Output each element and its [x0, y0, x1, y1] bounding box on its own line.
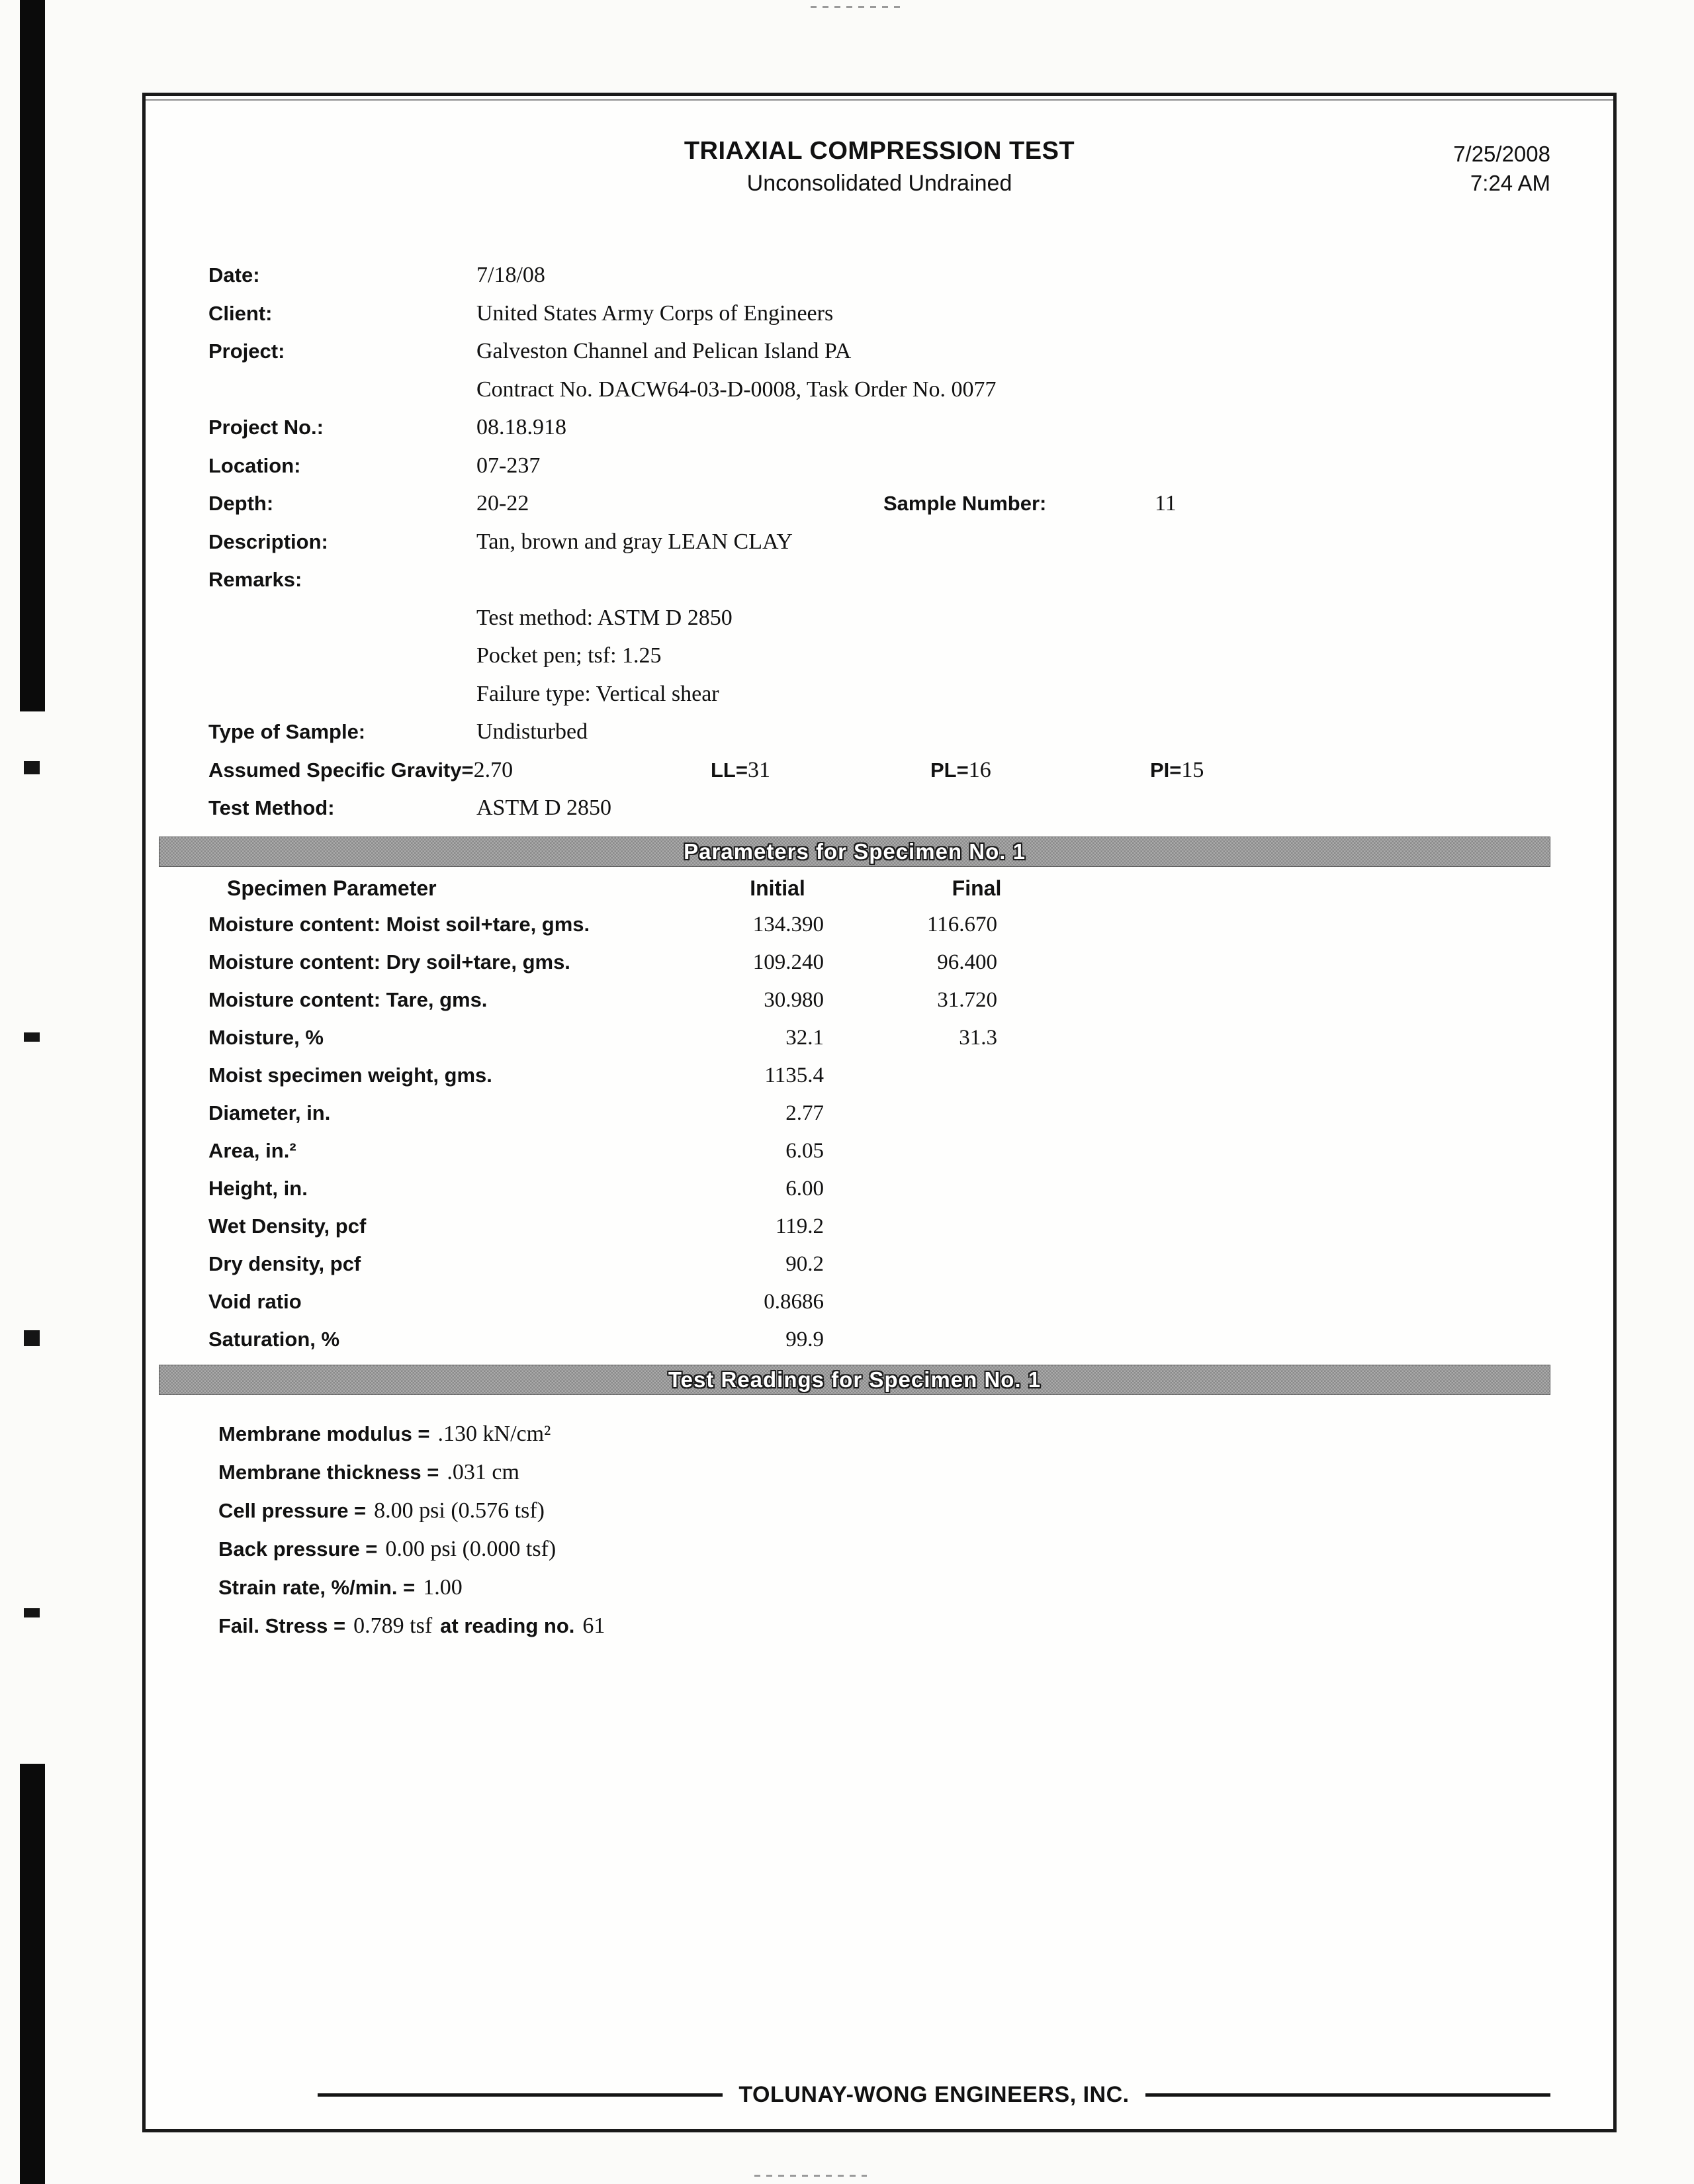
field-extra-value: 11	[1155, 491, 1177, 516]
atterberg-value: 31	[747, 757, 770, 782]
column-header-initial: Initial	[750, 876, 805, 900]
reading-value: 1.00	[423, 1574, 463, 1600]
readings-list	[218, 1415, 1550, 1645]
field-value: Contract No. DACW64-03-D-0008, Task Order No. 0077	[476, 377, 997, 402]
reading-label: Cell pressure =	[218, 1498, 367, 1522]
field-row	[208, 371, 1550, 409]
parameter-row	[208, 1094, 1550, 1132]
field-label: Remarks:	[208, 568, 302, 591]
field-row	[208, 713, 1550, 751]
parameter-initial-value: 109.240	[752, 950, 824, 974]
reading-line	[218, 1607, 1550, 1645]
footer-rule-left	[318, 2093, 723, 2097]
reading-value: 0.789 tsf	[353, 1613, 433, 1638]
field-row	[208, 484, 1550, 523]
parameter-initial-value: 119.2	[775, 1214, 824, 1238]
field-value: Pocket pen; tsf: 1.25	[476, 643, 662, 668]
parameter-row	[208, 981, 1550, 1019]
parameter-row	[208, 943, 1550, 981]
parameter-row	[208, 1207, 1550, 1245]
field-row	[208, 523, 1550, 561]
parameter-final-value: 96.400	[937, 950, 997, 974]
print-date: 7/25/2008	[1453, 142, 1550, 166]
field-label: Location:	[208, 453, 301, 477]
scan-edge-artifact-bottom	[20, 1764, 45, 2184]
print-datetime	[1453, 140, 1550, 198]
scan-edge-artifact	[24, 761, 40, 774]
column-header-final: Final	[952, 876, 1002, 900]
reading-line	[218, 1530, 1550, 1569]
print-time: 7:24 AM	[1470, 171, 1550, 195]
scan-dots-artifact	[754, 2175, 867, 2177]
parameter-name: Moisture, %	[208, 1025, 324, 1049]
parameter-initial-value: 32.1	[785, 1025, 824, 1050]
parameter-row	[208, 1019, 1550, 1056]
field-value: 7/18/08	[476, 263, 545, 287]
report-body	[146, 96, 1613, 2129]
parameter-name: Diameter, in.	[208, 1101, 331, 1124]
parameter-row	[208, 1320, 1550, 1358]
report-footer	[146, 2082, 1613, 2108]
test-method-row	[208, 789, 1550, 827]
report-subtitle: Unconsolidated Undrained	[746, 171, 1012, 196]
atterberg-label: PI=	[1150, 758, 1182, 782]
reading-label: Fail. Stress =	[218, 1614, 346, 1637]
field-value: United States Army Corps of Engineers	[476, 300, 834, 326]
parameters-table	[208, 905, 1550, 1358]
field-label: Type of Sample:	[208, 720, 366, 743]
readings-banner: Test Readings for Specimen No. 1	[159, 1365, 1550, 1395]
parameter-initial-value: 6.05	[785, 1138, 824, 1163]
field-value: Undisturbed	[476, 719, 588, 744]
scan-edge-artifact	[24, 1608, 40, 1617]
parameter-final-value: 116.670	[926, 912, 997, 936]
reading-line	[218, 1492, 1550, 1530]
reading-label: Membrane modulus =	[218, 1422, 430, 1445]
field-value: Tan, brown and gray LEAN CLAY	[476, 529, 793, 554]
atterberg-item	[208, 751, 711, 790]
field-row	[208, 599, 1550, 637]
company-name: TOLUNAY-WONG ENGINEERS, INC.	[738, 2082, 1130, 2107]
atterberg-label: Assumed Specific Gravity=	[208, 758, 474, 782]
field-value: ASTM D 2850	[476, 796, 612, 820]
atterberg-label: PL=	[930, 758, 969, 782]
reading-label: Membrane thickness =	[218, 1460, 439, 1484]
scan-edge-artifact	[24, 1032, 40, 1042]
parameter-row	[208, 905, 1550, 943]
report-header	[208, 137, 1550, 197]
parameter-initial-value: 99.9	[785, 1327, 824, 1351]
field-label: Client:	[208, 301, 273, 325]
parameter-name: Moisture content: Tare, gms.	[208, 987, 488, 1011]
field-row	[208, 295, 1550, 333]
field-value: Galveston Channel and Pelican Island PA	[476, 339, 852, 363]
parameters-table-header	[208, 871, 1550, 905]
parameter-name: Moisture content: Dry soil+tare, gms.	[208, 950, 570, 974]
atterberg-value: 16	[968, 757, 991, 782]
parameter-row	[208, 1056, 1550, 1094]
field-label: Project No.:	[208, 416, 324, 439]
parameter-initial-value: 1135.4	[764, 1063, 824, 1087]
reading-label: Back pressure =	[218, 1537, 378, 1561]
field-label: Depth:	[208, 492, 274, 515]
field-row	[208, 408, 1550, 447]
parameters-banner: Parameters for Specimen No. 1	[159, 837, 1550, 867]
parameter-name: Dry density, pcf	[208, 1251, 361, 1275]
field-value: 20-22	[476, 491, 529, 516]
field-label: Test Method:	[208, 796, 335, 819]
field-extra-label: Sample Number:	[883, 492, 1047, 515]
field-row	[208, 447, 1550, 485]
reading-value: .130 kN/cm²	[437, 1421, 551, 1446]
field-row	[208, 675, 1550, 713]
field-row	[208, 637, 1550, 675]
title-block	[208, 137, 1550, 197]
field-label: Date:	[208, 263, 260, 287]
parameter-name: Moisture content: Moist soil+tare, gms.	[208, 912, 590, 936]
atterberg-limits-row	[208, 751, 1550, 790]
parameter-initial-value: 6.00	[785, 1176, 824, 1201]
reading-label: Strain rate, %/min. =	[218, 1575, 416, 1599]
parameter-initial-value: 90.2	[785, 1251, 824, 1276]
reading-value-2: 61	[582, 1613, 605, 1638]
parameter-row	[208, 1132, 1550, 1169]
scan-edge-artifact	[24, 1330, 40, 1346]
parameter-name: Area, in.²	[208, 1138, 296, 1162]
field-value: 08.18.918	[476, 415, 566, 439]
reading-value: .031 cm	[447, 1459, 519, 1484]
parameter-name: Moist specimen weight, gms.	[208, 1063, 492, 1087]
field-label: Project:	[208, 340, 285, 363]
parameter-name: Wet Density, pcf	[208, 1214, 367, 1238]
atterberg-item	[1150, 751, 1370, 790]
atterberg-value: 2.70	[473, 757, 513, 782]
scan-edge-artifact-top	[20, 0, 45, 711]
report-frame	[142, 93, 1617, 2132]
parameters-section	[208, 837, 1550, 1358]
parameter-initial-value: 30.980	[764, 987, 824, 1012]
field-row	[208, 561, 1550, 599]
parameter-row	[208, 1245, 1550, 1283]
field-value: 07-237	[476, 453, 541, 478]
reading-line	[218, 1569, 1550, 1607]
field-label: Description:	[208, 529, 328, 553]
readings-section	[208, 1365, 1550, 1645]
parameter-name: Height, in.	[208, 1176, 308, 1200]
atterberg-label: LL=	[711, 758, 748, 782]
parameter-row	[208, 1169, 1550, 1207]
atterberg-item	[930, 751, 1150, 790]
parameter-name: Void ratio	[208, 1289, 302, 1313]
scan-dots-artifact	[811, 6, 903, 8]
reading-line	[218, 1415, 1550, 1453]
field-row	[208, 256, 1550, 295]
parameter-initial-value: 0.8686	[764, 1289, 824, 1314]
parameter-final-value: 31.3	[959, 1025, 997, 1050]
reading-label-2: at reading no.	[440, 1614, 575, 1637]
parameter-row	[208, 1283, 1550, 1320]
reading-value: 8.00 psi (0.576 tsf)	[374, 1498, 545, 1523]
parameter-name: Saturation, %	[208, 1327, 340, 1351]
atterberg-item	[711, 751, 930, 790]
parameter-initial-value: 134.390	[752, 912, 824, 936]
footer-rule-right	[1145, 2093, 1550, 2097]
atterberg-value: 15	[1181, 757, 1204, 782]
report-title: TRIAXIAL COMPRESSION TEST	[684, 137, 1075, 165]
field-value: Failure type: Vertical shear	[476, 681, 719, 706]
field-value: Test method: ASTM D 2850	[476, 605, 733, 630]
reading-line	[218, 1453, 1550, 1492]
sample-info-section	[208, 256, 1550, 751]
column-header-parameter: Specimen Parameter	[227, 876, 437, 900]
reading-value: 0.00 psi (0.000 tsf)	[385, 1536, 557, 1561]
parameter-initial-value: 2.77	[785, 1101, 824, 1125]
parameter-final-value: 31.720	[937, 987, 997, 1012]
field-row	[208, 332, 1550, 371]
